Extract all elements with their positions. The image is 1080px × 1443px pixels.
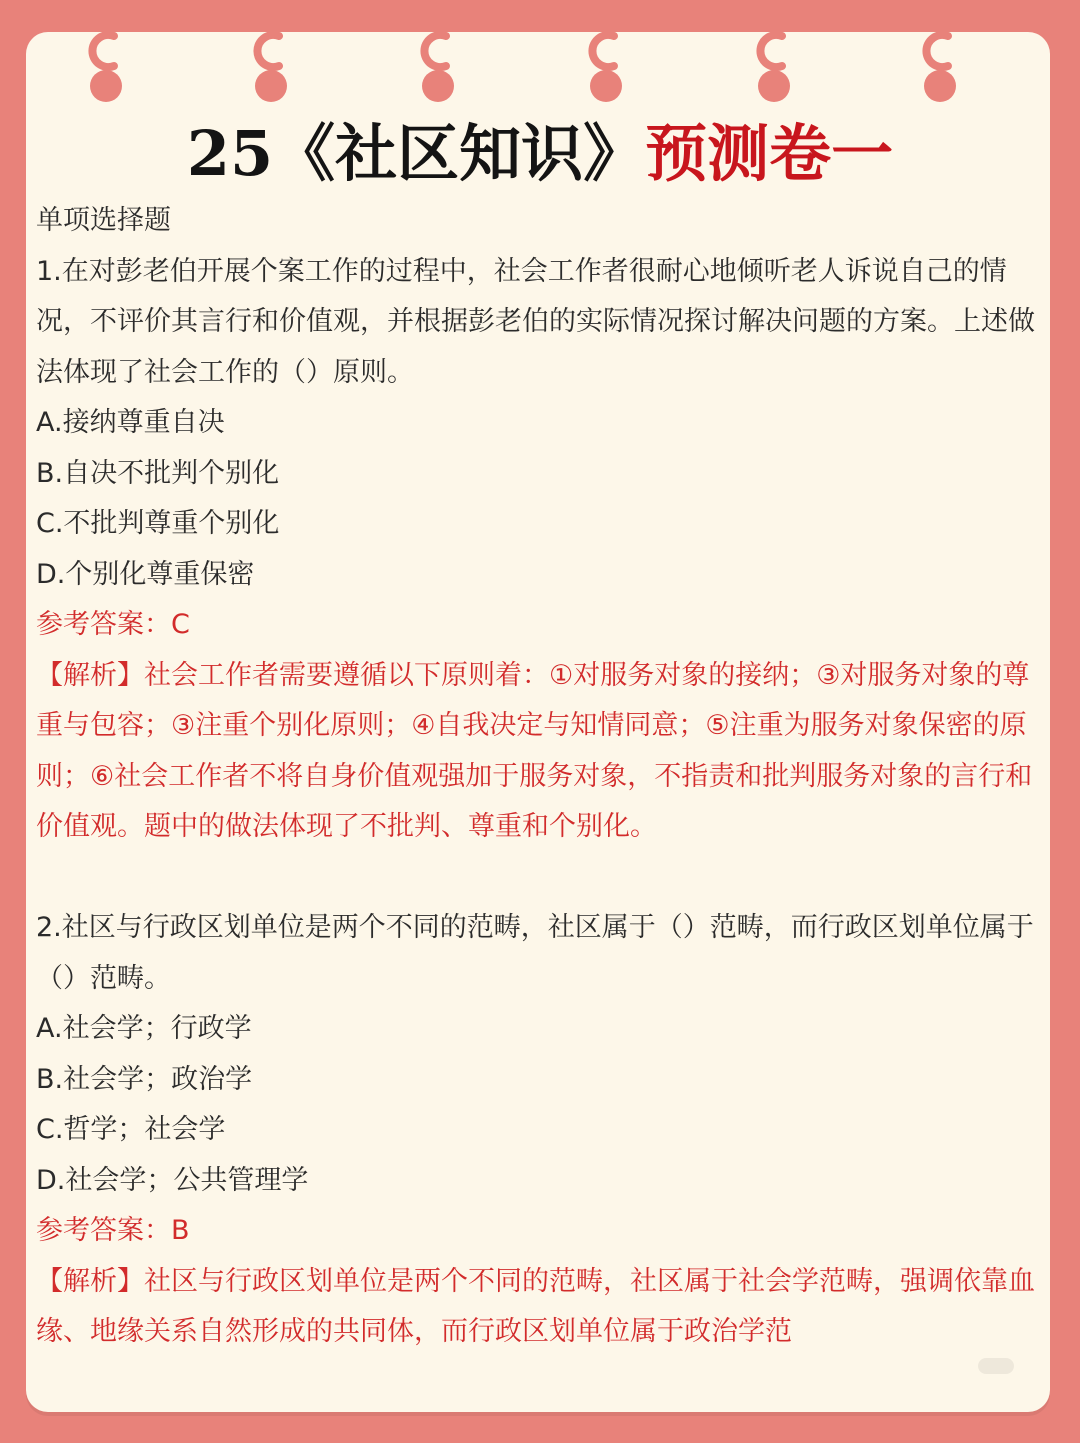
title-accent: 预测卷一 (645, 117, 894, 190)
answer-analysis: 【解析】社会工作者需要遵循以下原则着：①对服务对象的接纳；③对服务对象的尊重与包容；③注重个别化原则；④自我决定与知情同意；⑤注重为服务对象保密的原则；⑥社会工作者不将自身价值观强加于服务对象，不指责和批判服务对象的言行和价值观。题中的做法体现了不批判、尊重和个别化。 (36, 659, 1033, 842)
option-d: D.个别化尊重保密 (36, 558, 255, 590)
reference-answer: 参考答案：C (36, 609, 190, 640)
answer-analysis: 【解析】社区与行政区划单位是两个不同的范畴，社区属于社会学范畴，强调依靠血缘、地缘关系自然形成的共同体，而行政区划单位属于政治学范 (36, 1265, 1035, 1347)
reference-answer: 参考答案：B (36, 1215, 190, 1246)
option-c: C.不批判尊重个别化 (36, 508, 280, 539)
option-a: A.接纳尊重自决 (36, 407, 225, 438)
title-main: 25《社区知识》 (186, 117, 646, 190)
option-d: D.社会学；公共管理学 (36, 1164, 309, 1196)
page-title (0, 112, 1080, 196)
option-b: B.社会学；政治学 (36, 1063, 253, 1095)
question-content (36, 196, 1036, 1358)
option-a: A.社会学；行政学 (36, 1013, 252, 1044)
section-heading: 单项选择题 (36, 205, 171, 236)
question-spacer (36, 853, 1036, 904)
option-b: B.自决不批判个别化 (36, 457, 280, 489)
question-stem: 1.在对彭老伯开展个案工作的过程中，社会工作者很耐心地倾听老人诉说自己的情况，不评价其言行和价值观，并根据彭老伯的实际情况探讨解决问题的方案。上述做法体现了社会工作的（）原则。 (36, 255, 1035, 388)
question-stem: 2.社区与行政区划单位是两个不同的范畴，社区属于（）范畴，而行政区划单位属于（）范畴。 (36, 912, 1034, 994)
option-c: C.哲学；社会学 (36, 1114, 226, 1145)
watermark-badge (978, 1358, 1014, 1374)
